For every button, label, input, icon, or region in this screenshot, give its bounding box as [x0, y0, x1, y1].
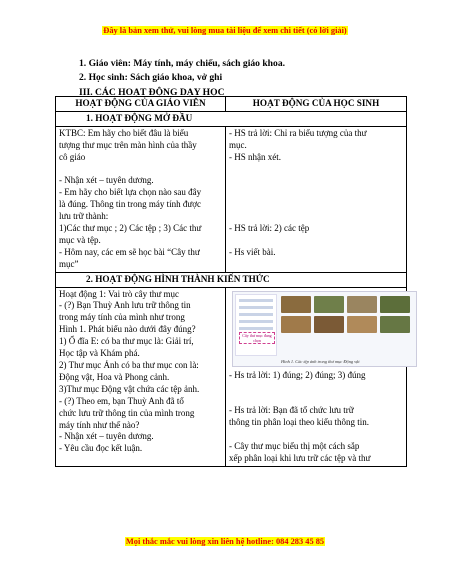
prep-student: 2. Học sinh: Sách giáo khoa, vở ghi: [79, 72, 223, 84]
student-text-line: - Hs trả lời: 1) đúng; 2) đúng; 3) đúng: [229, 369, 366, 380]
teacher-text-line: chức lưu trữ thông tin của mình trong: [59, 407, 195, 418]
folder-tree-figure: [232, 291, 417, 367]
student-text-line: thông tin phân loại theo kiểu thông tin.: [229, 417, 369, 428]
animal-photo-thumbnail: [314, 316, 344, 333]
student-text-line: - HS nhận xét.: [229, 151, 281, 162]
student-text-line: [229, 199, 403, 211]
animal-photo-thumbnail: [347, 296, 377, 313]
student-text-line: [229, 393, 403, 405]
teacher-text-line: trong máy tính của mình như trong: [59, 312, 185, 323]
student-text-line: - HS trả lời: Chỉ ra biểu tượng của thư: [229, 127, 367, 138]
preview-banner: Đây là bản xem thử, vui lòng mua tài liệu để xem chi tiết (có lời giải): [103, 26, 347, 35]
student-text-line: [229, 211, 403, 223]
teacher-text-line: cô giáo: [59, 151, 86, 162]
student-text-line: [229, 175, 403, 187]
teacher-text-line: - Nhận xét – tuyên dương.: [59, 431, 154, 442]
student-text-line: [229, 187, 403, 199]
knowledge-student-cell: [226, 287, 407, 466]
teacher-text-line: mục và tệp.: [59, 234, 101, 245]
opening-teacher-cell: [56, 126, 226, 272]
teacher-text-line: là đúng. Thông tin trong máy tính được: [59, 199, 201, 210]
teacher-text-line: - Em hãy cho biết lựa chọn nào sau đây: [59, 187, 202, 198]
student-text-line: xếp phân loại khi lưu trữ các tệp và thư: [229, 452, 371, 463]
student-text-line: [229, 235, 403, 247]
teacher-text-line: mục”: [59, 258, 79, 269]
teacher-text-line: tượng thư mục trên màn hình của thầy: [59, 139, 197, 150]
student-text-line: [229, 429, 403, 441]
teacher-text-line: Động vật, Hoa và Phong cảnh.: [59, 371, 170, 382]
opening-student-cell: [226, 126, 407, 272]
teacher-text-line: - Hôm nay, các em sẽ học bài “Cây thư: [59, 246, 200, 257]
teacher-text-line: - Nhận xét – tuyên dương.: [59, 175, 154, 186]
animal-photo-thumbnail: [347, 316, 377, 333]
animal-photo-thumbnail: [281, 316, 311, 333]
animal-photo-thumbnail: [281, 296, 311, 313]
section-knowledge: 2. HOẠT ĐỘNG HÌNH THÀNH KIẾN THỨC: [56, 272, 407, 287]
teacher-column-header: HOẠT ĐỘNG CỦA GIÁO VIÊN: [56, 97, 226, 112]
teacher-text-line: KTBC: Em hãy cho biết đâu là biểu: [59, 127, 189, 138]
figure-callout: Cây thư mục đang chọn: [239, 332, 275, 344]
animal-photo-thumbnail: [380, 316, 410, 333]
folder-tree-pane: [235, 294, 277, 356]
student-text-line: [229, 164, 403, 176]
teacher-text-line: 1) Ổ đĩa E: có ba thư mục là: Giải trí,: [59, 336, 194, 347]
figure-caption: Hình 1. Các tệp ảnh trong thư mục Động vật: [281, 358, 360, 364]
teacher-text-line: - (?) Theo em, bạn Thuỳ Anh đã tổ: [59, 395, 184, 406]
animal-photo-thumbnail: [380, 296, 410, 313]
hotline-banner: Mọi thắc mắc vui lòng xin liên hệ hotline: 084 283 45 85: [125, 537, 325, 546]
student-text-line: - Cây thư mục biểu thị một cách sắp: [229, 440, 360, 451]
teacher-text-line: 1)Các thư mục ; 2) Các tệp ; 3) Các thư: [59, 223, 202, 234]
preparation-list: [79, 57, 285, 100]
teacher-text-line: Hình 1. Phát biểu nào dưới đây đúng?: [59, 324, 196, 335]
student-text-line: - HS trả lời: 2) các tệp: [229, 222, 310, 233]
knowledge-teacher-cell: [56, 287, 226, 466]
teacher-text-line: - Yêu cầu đọc kết luận.: [59, 443, 143, 454]
teacher-text-line: Học tập và Khám phá.: [59, 348, 140, 359]
teacher-text-line: - (?) Bạn Thuỳ Anh lưu trữ thông tin: [59, 300, 191, 311]
teacher-text-line: Hoạt động 1: Vai trò cây thư mục: [59, 288, 179, 299]
teacher-text-line: máy tính như thế nào?: [59, 419, 140, 430]
section-heading: III. CÁC HOẠT ĐỘNG DẠY HỌC: [79, 86, 225, 98]
student-text-line: mục.: [229, 139, 247, 150]
prep-teacher: 1. Giáo viên: Máy tính, máy chiếu, sách giáo khoa.: [79, 58, 286, 69]
image-thumbnails: [281, 296, 411, 333]
lesson-table: [55, 96, 407, 467]
student-text-line: [229, 381, 403, 393]
teacher-text-line: [59, 164, 222, 176]
student-column-header: HOẠT ĐỘNG CỦA HỌC SINH: [226, 97, 407, 112]
student-text-line: - Hs trả lời: Bạn đã tổ chức lưu trữ: [229, 405, 354, 416]
student-text-line: - Hs viết bài.: [229, 246, 276, 257]
teacher-text-line: 2) Thư mục Ảnh có ba thư mục con là:: [59, 360, 199, 371]
section-opening: 1. HOẠT ĐỘNG MỞ ĐẦU: [56, 111, 407, 126]
teacher-text-line: lưu trữ thành:: [59, 211, 109, 222]
teacher-text-line: 3)Thư mục Động vật chứa các tệp ảnh.: [59, 383, 200, 394]
animal-photo-thumbnail: [314, 296, 344, 313]
